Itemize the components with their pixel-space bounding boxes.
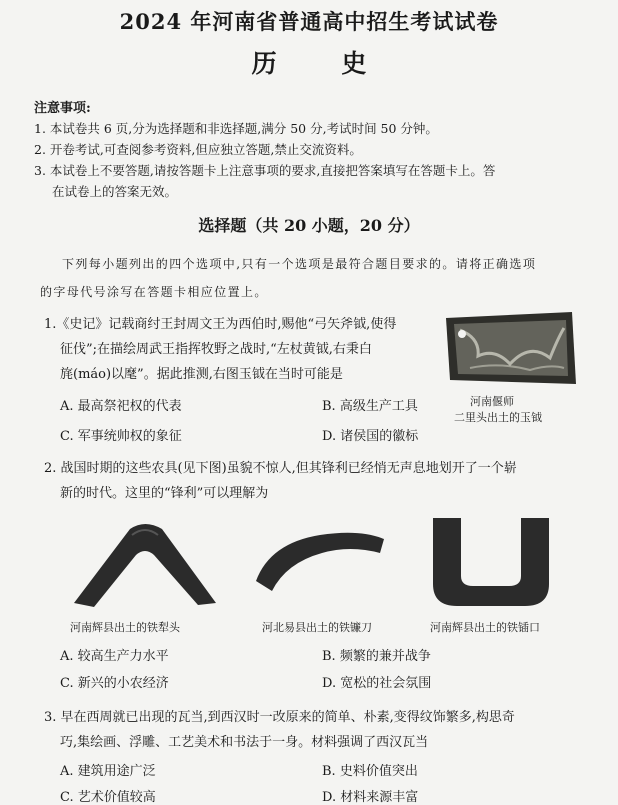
option-c[interactable]: C. 艺术价值较高 bbox=[60, 790, 156, 805]
option-a[interactable]: A. 建筑用途广泛 bbox=[60, 764, 156, 779]
section-instruction: 的字母代号涂写在答题卡相应位置上。 bbox=[40, 285, 268, 299]
option-a[interactable]: A. 最高祭祀权的代表 bbox=[60, 399, 182, 414]
question-1-stem: 旄(máo)以麾”。据此推测,右图玉钺在当时可能是 bbox=[60, 367, 343, 382]
notices-heading: 注意事项: bbox=[34, 101, 91, 116]
iron-plough-image bbox=[70, 515, 220, 610]
notice-line: 在试卷上的答案无效。 bbox=[52, 184, 178, 199]
image-caption: 河南辉县出土的铁犁头 bbox=[70, 621, 180, 634]
option-b[interactable]: B. 高级生产工具 bbox=[322, 399, 418, 414]
iron-spade-image bbox=[425, 512, 555, 610]
notice-line: 1. 本试卷共 6 页,分为选择题和非选择题,满分 50 分,考试时间 50 分钟。 bbox=[34, 121, 438, 136]
notice-line: 2. 开卷考试,可查阅参考资料,但应独立答题,禁止交流资料。 bbox=[34, 142, 362, 157]
image-caption: 河南偃师 bbox=[470, 395, 514, 408]
option-c[interactable]: C. 新兴的小农经济 bbox=[60, 676, 169, 691]
question-2-stem: 2. 战国时期的这些农具(见下图)虽貌不惊人,但其锋利已经悄无声息地划开了一个崭 bbox=[44, 461, 517, 476]
option-a[interactable]: A. 较高生产力水平 bbox=[60, 649, 169, 664]
question-1-stem: 征伐”;在描绘周武王指挥牧野之战时,“左杖黄钺,右秉白 bbox=[60, 342, 372, 357]
question-3-stem: 巧,集绘画、浮雕、工艺美术和书法于一身。材料强调了西汉瓦当 bbox=[60, 735, 429, 750]
image-caption: 二里头出土的玉钺 bbox=[454, 411, 542, 424]
exam-title: 2024 年河南省普通高中招生考试试卷 bbox=[119, 9, 499, 34]
image-caption: 河北易县出土的铁镰刀 bbox=[262, 621, 372, 634]
option-d[interactable]: D. 诸侯国的徽标 bbox=[322, 429, 419, 444]
option-c[interactable]: C. 军事统帅权的象征 bbox=[60, 429, 182, 444]
iron-sickle-image bbox=[250, 525, 390, 595]
section-instruction: 下列每小题列出的四个选项中,只有一个选项是最符合题目要求的。请将正确选项 bbox=[62, 257, 537, 271]
notice-line: 3. 本试卷上不要答题,请按答题卡上注意事项的要求,直接把答案填写在答题卡上。答 bbox=[34, 163, 496, 178]
option-d[interactable]: D. 宽松的社会氛围 bbox=[322, 676, 432, 691]
option-b[interactable]: B. 史料价值突出 bbox=[322, 764, 418, 779]
jade-axe-image bbox=[440, 308, 580, 388]
question-3-stem: 3. 早在西周就已出现的瓦当,到西汉时一改原来的简单、朴素,变得纹饰繁多,构思奇 bbox=[44, 710, 515, 725]
image-caption: 河南辉县出土的铁锸口 bbox=[430, 621, 540, 634]
option-b[interactable]: B. 频繁的兼并战争 bbox=[322, 649, 431, 664]
option-d[interactable]: D. 材料来源丰富 bbox=[322, 790, 419, 805]
section-heading: 选择题（共 20 小题，20 分） bbox=[198, 216, 420, 235]
question-2-stem: 新的时代。这里的“锋利”可以理解为 bbox=[60, 486, 269, 501]
question-1-stem: 1.《史记》记载商纣王封周文王为西伯时,赐他“弓矢斧钺,使得 bbox=[44, 317, 397, 332]
subject-title: 历 史 bbox=[251, 49, 395, 78]
